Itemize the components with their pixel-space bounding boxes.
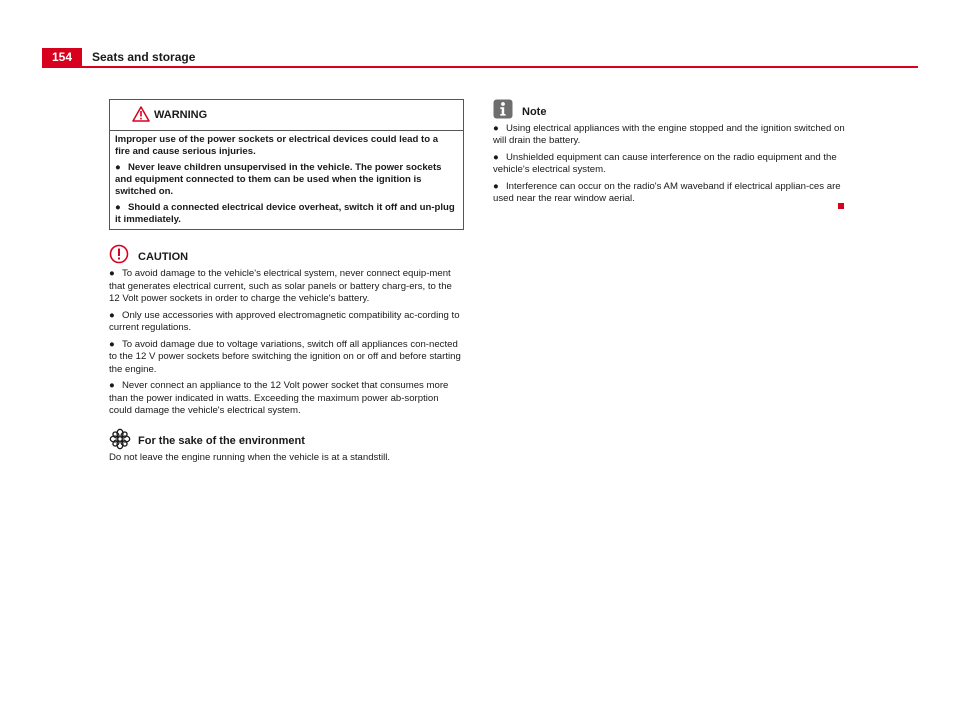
section-end-marker xyxy=(838,203,844,209)
warning-paragraph xyxy=(115,162,455,199)
bullet-icon: ● xyxy=(115,202,121,214)
note-paragraph-text: Interference can occur on the radio's AM waveband if electrical applian-ces are used near the rear window aerial. xyxy=(493,181,841,205)
warning-paragraph xyxy=(115,134,455,158)
caution-paragraph-text: Never connect an appliance to the 12 Volt power socket that consumes more than the power indicated in watts. Exceeding the maximum power ab-sorption could damage the vehicle's electrical system. xyxy=(109,380,449,416)
right-column xyxy=(493,99,845,210)
bullet-icon: ● xyxy=(109,309,115,321)
bullet-icon: ● xyxy=(493,123,499,134)
caution-paragraph-text: To avoid damage to the vehicle's electrical system, never connect equip-ment that generates electrical current, such as solar panels or battery charg-ers, to the 12 Volt power sockets in order to charge the vehicle's battery. xyxy=(109,268,452,305)
environment-paragraph: Do not leave the engine running when the vehicle is at a standstill. xyxy=(109,452,391,464)
bullet-icon: ● xyxy=(109,268,115,280)
caution-title: CAUTION xyxy=(138,251,189,264)
page-header xyxy=(0,0,960,68)
bullet-icon: ● xyxy=(493,181,499,193)
bullet-icon: ● xyxy=(115,161,121,173)
environment-block xyxy=(109,428,464,464)
note-header xyxy=(493,99,845,119)
header-rule xyxy=(42,66,918,68)
note-paragraph xyxy=(493,123,845,148)
warning-title: WARNING xyxy=(154,109,208,121)
warning-box xyxy=(109,99,464,230)
section-title: Seats and storage xyxy=(92,50,196,64)
caution-paragraph-text: To avoid damage due to voltage variations, switch off all appliances con-nected to the 12 V power sockets before switching the ignition on or off and before starting the engine. xyxy=(109,338,461,375)
caution-paragraph xyxy=(109,310,464,335)
note-title: Note xyxy=(522,106,547,118)
environment-header xyxy=(109,428,464,448)
note-block xyxy=(493,99,845,206)
bullet-icon: ● xyxy=(109,338,115,350)
bullet-icon: ● xyxy=(109,380,115,392)
warning-header xyxy=(110,100,463,131)
caution-paragraph-text: Only use accessories with approved electromagnetic compatibility ac-cording to current regulations. xyxy=(109,309,460,334)
note-paragraph xyxy=(493,181,845,206)
caution-paragraph xyxy=(109,268,464,305)
warning-body xyxy=(110,131,463,229)
warning-paragraph-text: Should a connected electrical device overheat, switch it off and un-plug it immediately. xyxy=(115,202,455,226)
warning-paragraph xyxy=(115,202,455,226)
caution-header xyxy=(109,244,464,264)
caution-paragraph xyxy=(109,380,464,417)
left-column xyxy=(109,99,464,469)
caution-block xyxy=(109,244,464,417)
page-number: 154 xyxy=(42,48,82,67)
environment-text xyxy=(109,452,464,464)
note-paragraph-text: Unshielded equipment can cause interference on the radio equipment and the vehicle's electrical system. xyxy=(493,152,837,176)
warning-paragraph-text: Improper use of the power sockets or electrical devices could lead to a fire and cause serious injuries. xyxy=(115,134,439,158)
caution-paragraph xyxy=(109,339,464,376)
caution-text xyxy=(109,268,464,417)
note-paragraph-text: Using electrical appliances with the engine stopped and the ignition switched on will drain the battery. xyxy=(493,123,845,147)
note-text xyxy=(493,123,845,206)
warning-paragraph-text: Never leave children unsupervised in the vehicle. The power sockets and equipment connected to them can be used when the ignition is switched on. xyxy=(115,161,442,198)
environment-title: For the sake of the environment xyxy=(138,435,305,448)
bullet-icon: ● xyxy=(493,152,499,164)
note-paragraph xyxy=(493,152,845,177)
